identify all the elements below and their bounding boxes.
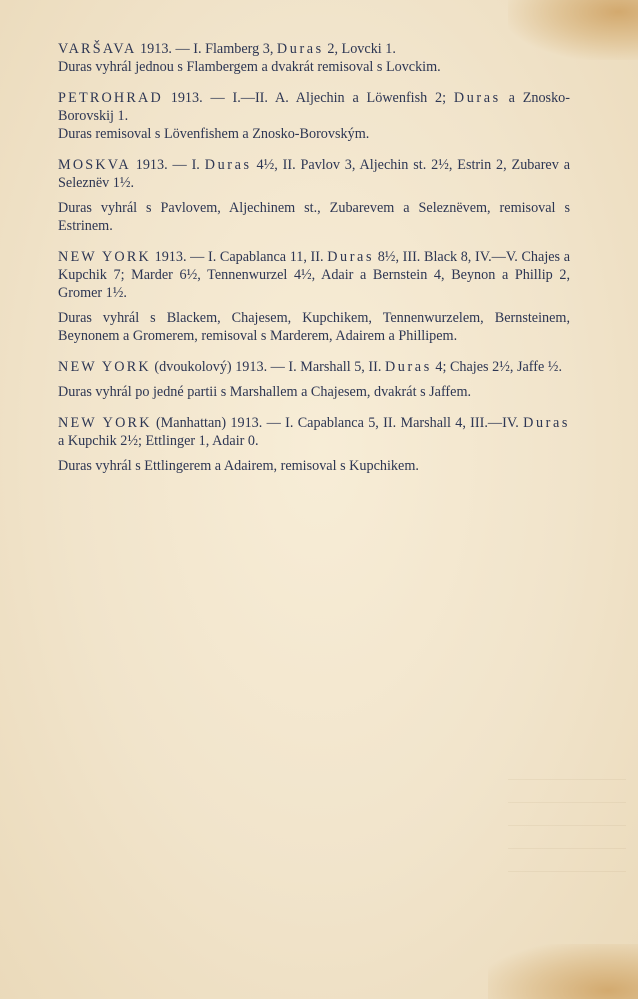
tournament-result [58, 89, 570, 125]
result-text: 1913. — I. Flamberg 3, [136, 41, 277, 57]
result-text-end: 8½, III. Black 8, IV.—V. Chajes a Kupchik 7; Marder 6½, Tennenwurzel 4½, Adair a Bernstein 4, Beynon a Phillip 2, Gromer 1½. [58, 249, 571, 301]
tournament-result [58, 414, 570, 450]
duras-name: Duras [276, 41, 324, 57]
result-text-end: 2, Lovcki 1. [323, 41, 396, 57]
result-text: (dvoukolový) 1913. — I. Marshall 5, II. [150, 359, 385, 375]
result-text: 1913. — I. Capablanca 11, II. [150, 249, 328, 265]
tournament-city: NEW YORK [58, 415, 152, 431]
duras-name: Duras [204, 157, 252, 173]
tournament-entry [58, 414, 570, 475]
duras-name: Duras [327, 249, 375, 265]
result-text-end: a Kupchik 2½; Ettlinger 1, Adair 0. [58, 433, 259, 449]
paper-stain-bottom-right [488, 944, 638, 999]
tournament-city: MOSKVA [58, 157, 131, 173]
tournament-city: VARŠAVA [58, 41, 137, 57]
tournament-result [58, 40, 570, 58]
tournament-entry [58, 358, 570, 401]
faded-stamp-table [508, 757, 626, 877]
tournament-city: NEW YORK [58, 359, 151, 375]
tournament-summary: Duras vyhrál s Pavlovem, Aljechinem st., Zubarevem a Seleznëvem, remisoval s Estrinem. [58, 200, 570, 234]
tournament-summary: Duras vyhrál jednou s Flambergem a dvakrát remisoval s Lovckim. [58, 59, 441, 75]
duras-name: Duras [523, 415, 570, 431]
tournament-summary: Duras remisoval s Lövenfishem a Znosko-Borovským. [58, 126, 370, 142]
result-text-end: 4; Chajes 2½, Jaffe ½. [431, 359, 562, 375]
tournament-result [58, 358, 570, 376]
tournament-result [58, 248, 570, 302]
result-text: (Manhattan) 1913. — I. Capablanca 5, II. Marshall 4, III.—IV. [151, 415, 524, 431]
result-text: 1913. — I. [130, 157, 205, 173]
tournament-entry [58, 40, 570, 76]
tournament-result [58, 156, 570, 192]
tournament-city: NEW YORK [58, 249, 151, 265]
duras-name: Duras [453, 90, 501, 106]
tournament-summary: Duras vyhrál s Blackem, Chajesem, Kupchikem, Tennenwurzelem, Bernsteinem, Beynonem a Gromerem, remisoval s Marderem, Adairem a Phillipem. [58, 310, 570, 344]
tournament-entry [58, 248, 570, 345]
tournament-summary: Duras vyhrál s Ettlingerem a Adairem, remisoval s Kupchikem. [58, 458, 419, 474]
tournament-list [58, 40, 570, 488]
tournament-entry [58, 156, 570, 235]
result-text-end: 4½, II. Pavlov 3, Aljechin st. 2½, Estrin 2, Zubarev a Seleznëv 1½. [58, 157, 570, 191]
tournament-entry [58, 89, 570, 143]
result-text: 1913. — I.—II. A. Aljechin a Löwenfish 2; [162, 90, 454, 106]
tournament-city: PETROHRAD [58, 90, 163, 106]
result-text-end: a Znosko-Borovskij 1. [58, 90, 570, 124]
tournament-summary: Duras vyhrál po jedné partii s Marshallem a Chajesem, dvakrát s Jaffem. [58, 384, 472, 400]
duras-name: Duras [384, 359, 432, 375]
